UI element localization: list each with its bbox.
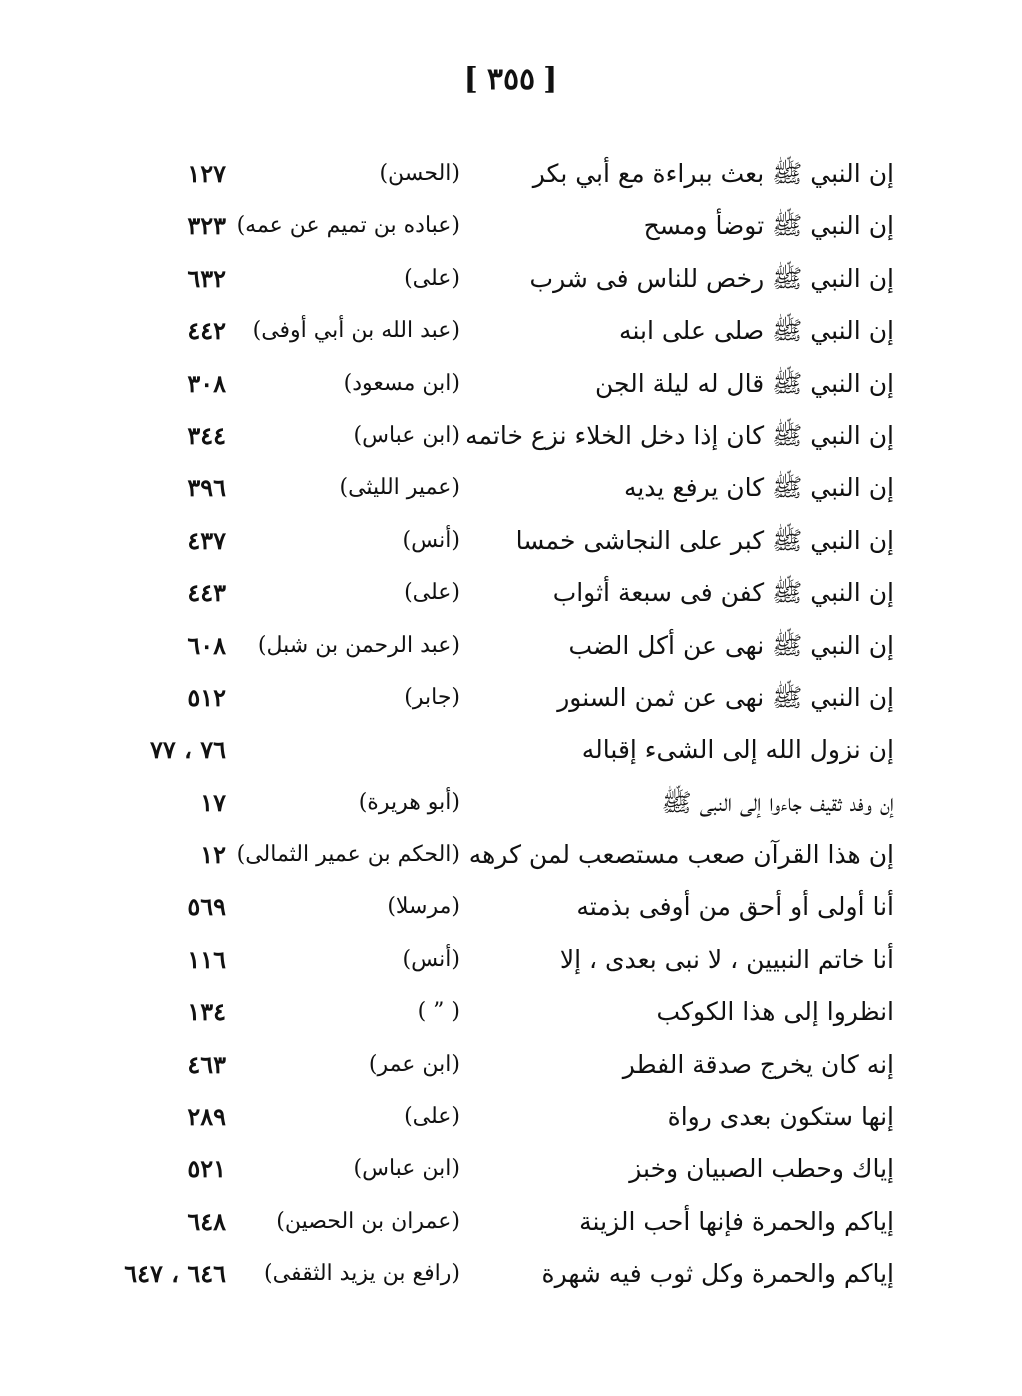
narrator: (عمير الليثى): [339, 475, 460, 501]
hadith-incipit: إنه كان يخرج صدقة الفطر: [622, 1049, 894, 1079]
narrator: (رافع بن يزيد الثقفى): [264, 1261, 460, 1287]
index-entry: [0, 1248, 1022, 1300]
narrator: (عمران بن الحصين): [276, 1208, 460, 1234]
narrator: (أنس): [402, 946, 460, 972]
page-reference: ٤٣٧: [187, 525, 226, 555]
page-reference: ١٧: [200, 787, 226, 817]
page-reference: ١٣٤: [187, 997, 226, 1027]
narrator: (ابن عباس): [353, 1156, 460, 1182]
index-entry: [0, 934, 1022, 986]
page-reference: ٣٩٦: [187, 473, 226, 503]
hadith-incipit: إن النبي ﷺ بعث ببراءة مع أبي بكر: [532, 159, 894, 188]
page-reference: ٥٢١: [187, 1154, 226, 1184]
index-entry: [0, 462, 1022, 514]
page-number: [0, 62, 1022, 97]
narrator: (على): [404, 580, 460, 606]
hadith-incipit: إن وفد ثقيف جاءوا إلى النبى ﷺ: [661, 787, 894, 817]
bracket-open: [: [463, 62, 479, 97]
hadith-incipit: إنها ستكون بعدى رواة: [667, 1102, 894, 1132]
index-entry: [0, 148, 1022, 200]
page-reference: ٦٤٨: [187, 1206, 226, 1236]
hadith-incipit: إن النبي ﷺ كفن فى سبعة أثواب: [552, 578, 894, 608]
index-entry: [0, 200, 1022, 252]
index-entry: [0, 829, 1022, 881]
page-reference: ٥٦٩: [187, 892, 226, 922]
index-entry: [0, 253, 1022, 305]
index-entry: [0, 1143, 1022, 1195]
page-reference: ٣٠٨: [187, 368, 226, 398]
narrator: (على): [404, 265, 460, 291]
index-entry: [0, 881, 1022, 933]
page-reference: ٣٤٤: [187, 420, 226, 450]
page-reference: ٣٢٣: [187, 211, 226, 241]
narrator: (ابن مسعود): [343, 370, 460, 396]
hadith-incipit: إن نزول الله إلى الشىء إقباله: [581, 735, 894, 765]
narrator: ( ” ): [417, 999, 460, 1025]
hadith-incipit: إن النبي ﷺ نهى عن أكل الضب: [568, 630, 894, 660]
page-reference: ٦٣٢: [187, 263, 226, 293]
page-reference: ٤٤٣: [187, 578, 226, 608]
index-entry: [0, 358, 1022, 410]
index-entry: [0, 724, 1022, 776]
index-entry: [0, 672, 1022, 724]
page-reference: ٢٨٩: [187, 1102, 226, 1132]
hadith-incipit: إن النبي ﷺ كبر على النجاشى خمسا: [515, 525, 894, 555]
narrator: (عباده بن تميم عن عمه): [236, 213, 460, 239]
index-entry: [0, 1196, 1022, 1248]
narrator: (عبد الرحمن بن شبل): [257, 632, 460, 658]
hadith-incipit: إن هذا القرآن صعب مستصعب لمن كرهه: [468, 840, 894, 870]
hadith-incipit: إن النبي ﷺ رخص للناس فى شرب: [529, 263, 894, 293]
page-reference: ٤٤٢: [187, 316, 226, 346]
hadith-incipit: إياكم والحمرة فإنها أحب الزينة: [579, 1206, 894, 1236]
hadith-incipit: إن النبي ﷺ كان إذا دخل الخلاء نزع خاتمه: [465, 420, 894, 450]
hadith-incipit: إياك وحطب الصبيان وخبز: [629, 1154, 894, 1184]
page-number-value: ٣٥٥: [486, 62, 536, 97]
index-entry: [0, 305, 1022, 357]
hadith-incipit: إن النبي ﷺ صلى على ابنه: [619, 316, 894, 346]
page-reference: ٥١٢: [187, 682, 226, 712]
hadith-incipit: إن النبي ﷺ نهى عن ثمن السنور: [557, 682, 894, 712]
page-reference: ١١٦: [187, 944, 226, 974]
page-reference: ٤٦٣: [187, 1049, 226, 1079]
hadith-incipit: إن النبي ﷺ كان يرفع يديه: [623, 473, 894, 503]
hadith-incipit: إن النبي ﷺ توضأ ومسح: [643, 211, 894, 241]
narrator: (على): [404, 1104, 460, 1130]
hadith-incipit: أنا أولى أو أحق من أوفى بذمته: [576, 892, 894, 922]
index-entry: [0, 515, 1022, 567]
narrator: (الحكم بن عمير الثمالى): [236, 842, 460, 868]
index-entry: [0, 1091, 1022, 1143]
narrator: (ابن عمر): [368, 1051, 460, 1077]
index-entry: [0, 1039, 1022, 1091]
hadith-incipit: أنا خاتم النبيين ، لا نبى بعدى ، إلا: [559, 944, 894, 974]
page-reference: ٦٤٦ ، ٦٤٧: [124, 1259, 226, 1289]
hadith-incipit: انظروا إلى هذا الكوكب: [656, 997, 894, 1027]
page-reference: ١٢٧: [187, 159, 226, 188]
hadith-incipit: إياكم والحمرة وكل ثوب فيه شهرة: [541, 1259, 894, 1289]
narrator: (عبد الله بن أبي أوفى): [252, 318, 460, 344]
page-reference: ٦٠٨: [187, 630, 226, 660]
bracket-close: ]: [543, 62, 559, 97]
index-entry: [0, 410, 1022, 462]
narrator: (أبو هريرة): [358, 789, 460, 815]
narrator: (ابن عباس): [353, 422, 460, 448]
index-entry: [0, 567, 1022, 619]
page-reference: ١٢: [200, 840, 226, 870]
narrator: (مرسلا): [387, 894, 460, 920]
narrator: (جابر): [404, 684, 460, 710]
narrator: (أنس): [402, 527, 460, 553]
index-entry: [0, 777, 1022, 829]
narrator: (الحسن): [379, 161, 460, 186]
index-entry: [0, 986, 1022, 1038]
hadith-incipit: إن النبي ﷺ قال له ليلة الجن: [595, 368, 894, 398]
page-reference: ٧٦ ، ٧٧: [149, 735, 226, 765]
index-entry: [0, 620, 1022, 672]
hadith-index-list: [0, 148, 1022, 1301]
